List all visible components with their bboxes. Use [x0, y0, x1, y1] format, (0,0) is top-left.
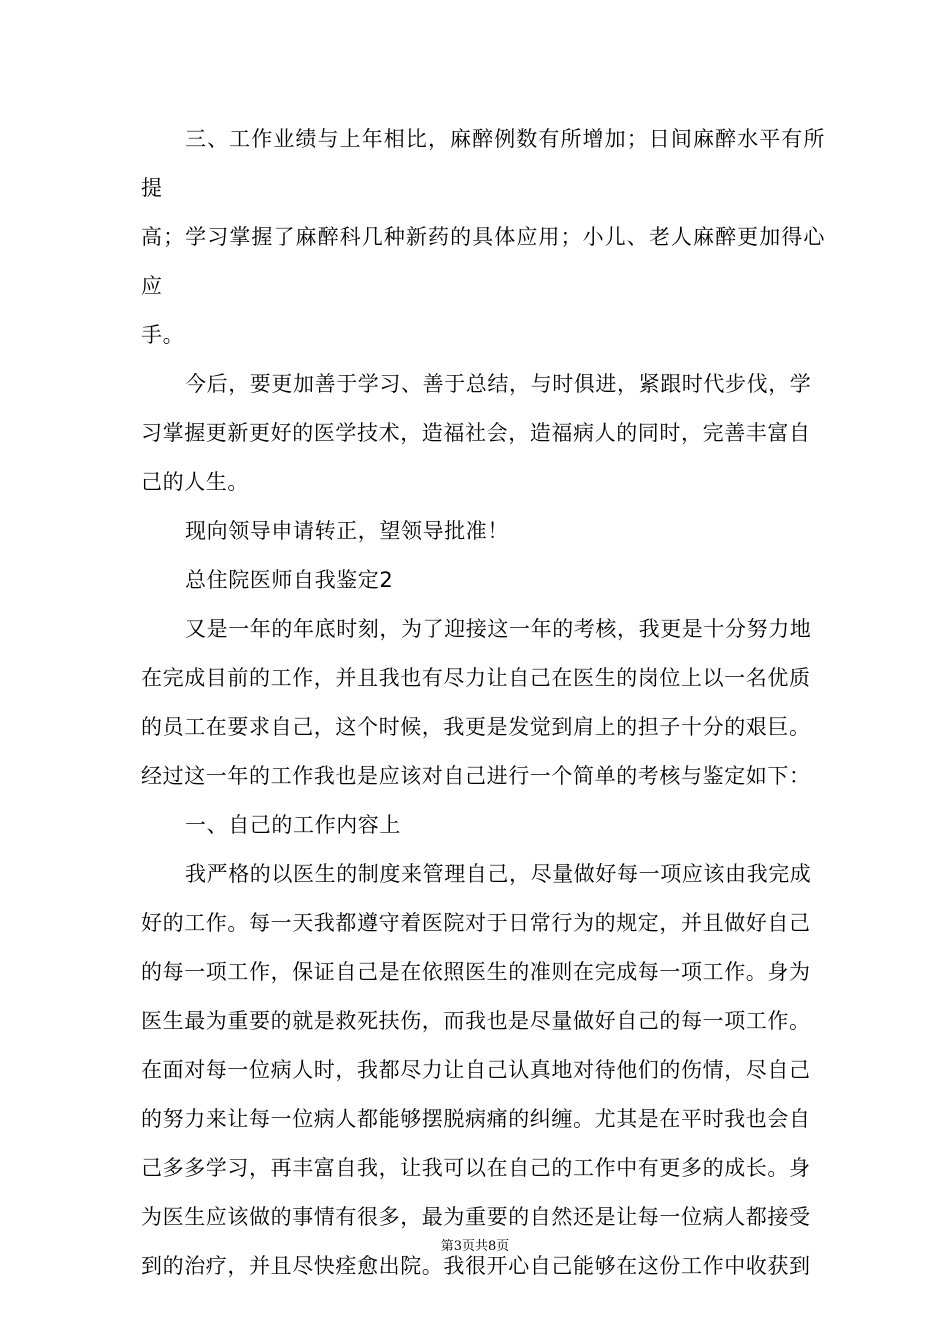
text-line: 到的治疗，并且尽快痊愈出院。我很开心自己能够在这份工作中收获到	[141, 1254, 811, 1278]
text-line: 的努力来让每一位病人都能够摆脱病痛的纠缠。尤其是在平时我也会自	[141, 1107, 811, 1131]
text-line: 又是一年的年底时刻，为了迎接这一年的考核，我更是十分努力地	[185, 617, 812, 641]
text-line: 今后，要更加善于学习、善于总结，与时俱进，紧跟时代步伐，学	[185, 372, 812, 396]
text-line: 现向领导申请转正，望领导批准！	[185, 519, 509, 543]
text-line: 习掌握更新更好的医学技术，造福社会，造福病人的同时，完善丰富自	[141, 421, 811, 445]
text-line: 己多多学习，再丰富自我，让我可以在自己的工作中有更多的成长。身	[141, 1156, 811, 1180]
text-line: 的每一项工作，保证自己是在依照医生的准则在完成每一项工作。身为	[141, 960, 811, 984]
text-line: 手。	[141, 323, 185, 347]
paragraph-work-content	[141, 850, 825, 1291]
paragraph-future-plans	[141, 360, 825, 507]
text-line: 经过这一年的工作我也是应该对自己进行一个简单的考核与鉴定如下：	[141, 764, 811, 788]
subsection-heading	[141, 801, 825, 850]
paragraph-intro	[141, 605, 825, 801]
text-line: 在完成目前的工作，并且我也有尽力让自己在医生的岗位上以一名优质	[141, 666, 811, 690]
text-line: 我严格的以医生的制度来管理自己，尽量做好每一项应该由我完成	[185, 862, 812, 886]
text-line: 好的工作。每一天我都遵守着医院对于日常行为的规定，并且做好自己	[141, 911, 811, 935]
paragraph-work-results	[141, 115, 825, 360]
document-body	[141, 115, 825, 1291]
text-line: 一、自己的工作内容上	[185, 813, 401, 837]
text-line: 己的人生。	[141, 470, 249, 494]
text-line: 为医生应该做的事情有很多，最为重要的自然还是让每一位病人都接受	[141, 1205, 811, 1229]
section-heading	[141, 556, 825, 605]
text-line: 在面对每一位病人时，我都尽力让自己认真地对待他们的伤情，尽自己	[141, 1058, 811, 1082]
text-line: 高；学习掌握了麻醉科几种新药的具体应用；小儿、老人麻醉更加得心应	[141, 225, 825, 298]
paragraph-request	[141, 507, 825, 556]
page-number-footer: 第3页共8页	[440, 1239, 510, 1254]
text-line: 三、工作业绩与上年相比，麻醉例数有所增加；日间麻醉水平有所提	[141, 127, 825, 200]
text-line: 的员工在要求自己，这个时候，我更是发觉到肩上的担子十分的艰巨。	[141, 715, 811, 739]
text-line: 医生最为重要的就是救死扶伤，而我也是尽量做好自己的每一项工作。	[141, 1009, 811, 1033]
text-line: 总住院医师自我鉴定2	[185, 568, 394, 592]
